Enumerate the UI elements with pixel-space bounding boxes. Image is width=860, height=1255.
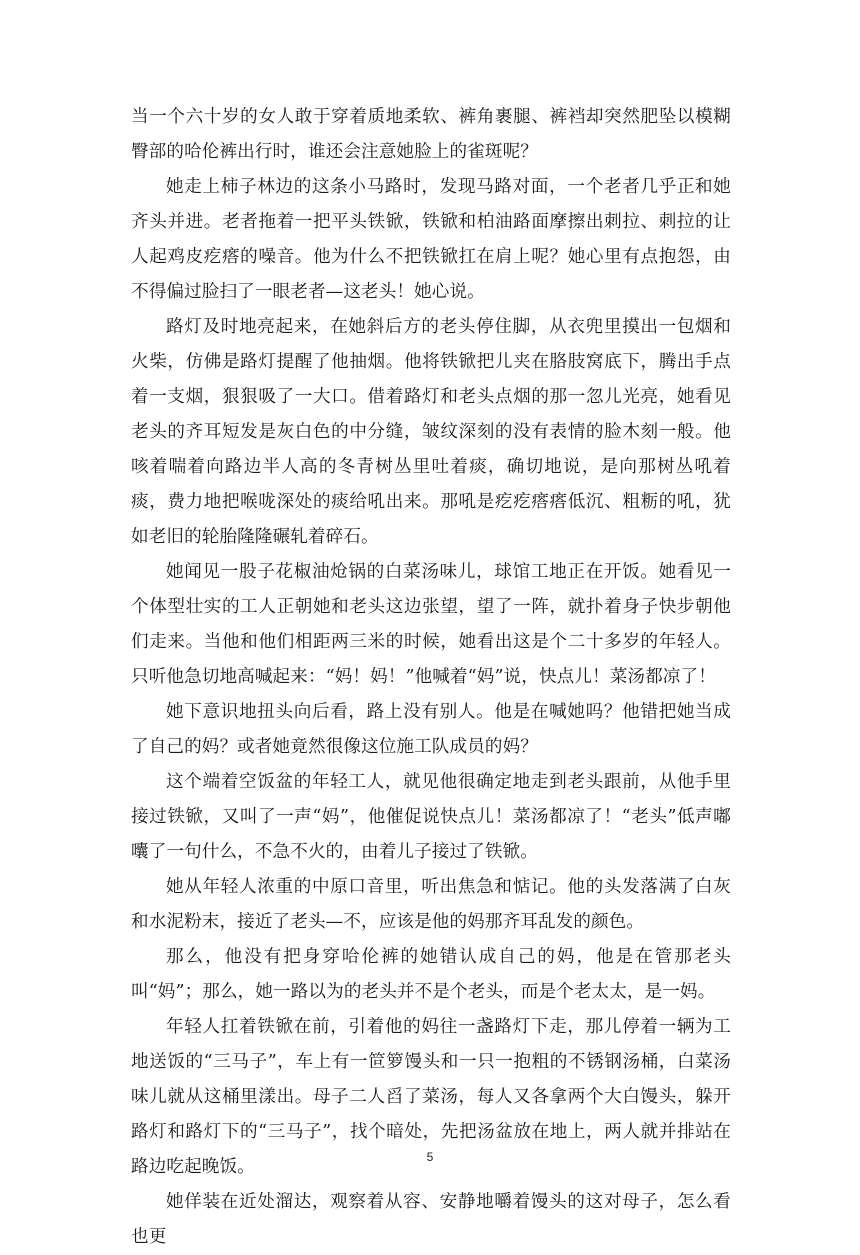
body-text <box>131 100 731 1255</box>
page-number: 5 <box>426 1150 434 1164</box>
paragraph-7: 她从年轻人浓重的中原口音里，听出焦急和惦记。他的头发落满了白灰和水泥粉末，接近了老头—不，应该是他的妈那齐耳乱发的颜色。 <box>131 877 731 932</box>
paragraph-3: 路灯及时地亮起来，在她斜后方的老头停住脚，从衣兜里摸出一包烟和火柴，仿佛是路灯提醒了他抽烟。他将铁锨把儿夹在胳肢窝底下，腾出手点着一支烟，狠狠吸了一大口。借着路灯和老头点烟的那一忽儿光亮，她看见老头的齐耳短发是灰白色的中分缝，皱纹深刻的没有表情的脸木刻一般。他咳着喘着向路边半人高的冬青树丛里吐着痰，确切地说，是向那树丛吼着痰，费力地把喉咙深处的痰给吼出来。那吼是疙疙瘩瘩低沉、粗粝的吼，犹如老旧的轮胎隆隆碾轧着碎石。 <box>131 317 731 547</box>
paragraph-8: 那么，他没有把身穿哈伦裤的她错认成自己的妈，他是在管那老头叫“妈”；那么，她一路以为的老头并不是个老头，而是个老太太，是一妈。 <box>131 947 731 1002</box>
paragraph-1: 当一个六十岁的女人敢于穿着质地柔软、裤角裹腿、裤裆却突然肥坠以模糊臀部的哈伦裤出行时，谁还会注意她脸上的雀斑呢？ <box>131 107 731 162</box>
paragraph-9: 年轻人扛着铁锨在前，引着他的妈往一盏路灯下走，那儿停着一辆为工地送饭的“三马子”，车上有一笸箩馒头和一只一抱粗的不锈钢汤桶，白菜汤味儿就从这桶里漾出。母子二人舀了菜汤，每人又各拿两个大白馒头，躲开路灯和路灯下的“三马子”，找个暗处，先把汤盆放在地上，两人就并排站在路边吃起晚饭。 <box>131 1017 731 1177</box>
paragraph-4: 她闻见一股子花椒油炝锅的白菜汤味儿，球馆工地正在开饭。她看见一个体型壮实的工人正朝她和老头这边张望，望了一阵，就扑着身子快步朝他们走来。当他和他们相距两三米的时候，她看出这是个二十多岁的年轻人。只听他急切地高喊起来：“妈！妈！”他喊着“妈”说，快点儿！菜汤都凉了！ <box>131 562 731 687</box>
paragraph-2: 她走上柿子林边的这条小马路时，发现马路对面，一个老者几乎正和她齐头并进。老者拖着一把平头铁锨，铁锨和柏油路面摩擦出刺拉、刺拉的让人起鸡皮疙瘩的噪音。他为什么不把铁锨扛在肩上呢？她心里有点抱怨，由不得偏过脸扫了一眼老者—这老头！她心说。 <box>131 177 731 302</box>
paragraph-10: 她佯装在近处溜达，观察着从容、安静地嚼着馒头的这对母子，怎么看也更 <box>131 1192 731 1247</box>
paragraph-6: 这个端着空饭盆的年轻工人，就见他很确定地走到老头跟前，从他手里接过铁锨，又叫了一声“妈”，他催促说快点儿！菜汤都凉了！“老头”低声嘟囔了一句什么，不急不火的，由着儿子接过了铁锨。 <box>131 772 731 862</box>
paragraph-5: 她下意识地扭头向后看，路上没有别人。他是在喊她吗？他错把她当成了自己的妈？或者她竟然很像这位施工队成员的妈？ <box>131 702 731 757</box>
